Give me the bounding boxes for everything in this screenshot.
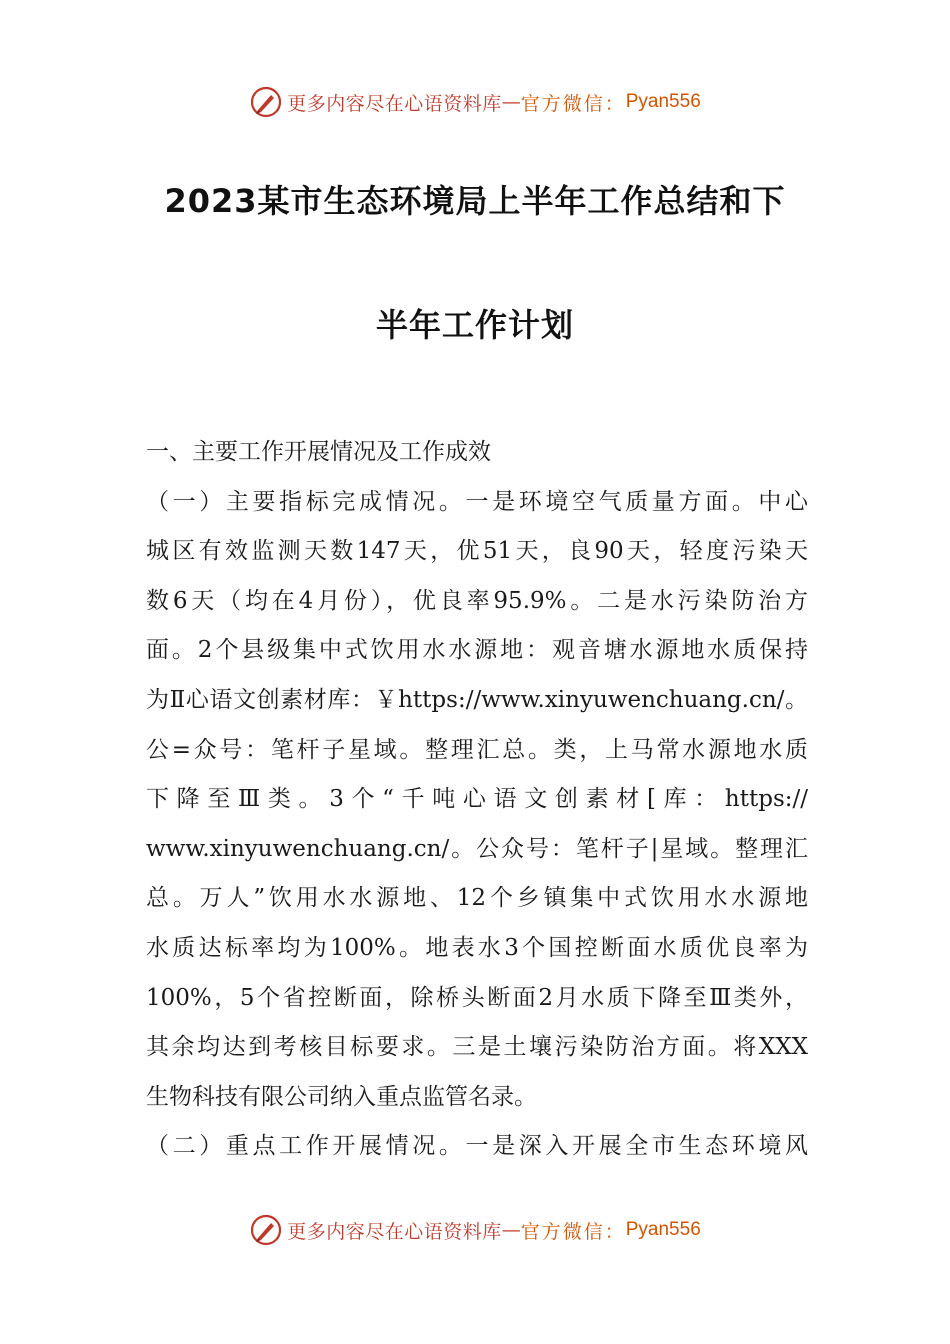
banner-main-text: 更多内容尽在心语资料库 (287, 92, 502, 115)
body-line: 数6天（均在4月份），优良率95.9%。二是水污染防治方 (146, 587, 808, 614)
body-line: 100%，5个省控断面，除桥头断面2月水质下降至Ⅲ类外， (146, 984, 808, 1011)
body-line: 公=众号：笔杆子星域。整理汇总。类，上马常水源地水质 (146, 736, 808, 763)
banner-main-text: 更多内容尽在心语资料库 (287, 1220, 502, 1243)
banner-wechat-id: Pyan556 (625, 1219, 701, 1240)
body-line: 水质达标率均为100%。地表水3个国控断面水质优良率为 (146, 934, 808, 961)
section-heading: 一、主要工作开展情况及工作成效 (146, 439, 491, 465)
document-body (146, 428, 808, 1172)
document-title-line-2: 半年工作计划 (375, 306, 574, 344)
body-line: （一）主要指标完成情况。一是环境空气质量方面。中心 (146, 488, 808, 515)
body-line: 为Ⅱ心语文创素材库：￥https://www.xinyuwenchuang.cn/。 (146, 686, 808, 713)
body-line: 其余均达到考核目标要求。三是土壤污染防治方面。将XXX (146, 1034, 808, 1061)
banner-wechat-label: 官方微信： (520, 92, 626, 115)
document-title-line-1: 2023某市生态环境局上半年工作总结和下 (164, 182, 786, 220)
body-line: 生物科技有限公司纳入重点监管名录。 (146, 1083, 537, 1110)
banner-dash: — (501, 1219, 521, 1241)
body-line: 城区有效监测天数147天，优51天，良90天，轻度污染天 (146, 538, 808, 565)
body-line: www.xinyuwenchuang.cn/。公众号：笔杆子|星域。整理汇 (146, 835, 808, 862)
body-line: 下降至Ⅲ类。3个“千吨心语文创素材[库：https:// (146, 786, 808, 813)
header-watermark-banner (0, 80, 950, 124)
body-line: （二）重点工作开展情况。一是深入开展全市生态环境风 (146, 1133, 808, 1160)
banner-wechat-id: Pyan556 (625, 91, 701, 112)
banner-dash: — (501, 91, 521, 113)
pen-circle-logo-icon (249, 1213, 283, 1247)
body-line: 总。万人”饮用水水源地、12个乡镇集中式饮用水水源地 (146, 885, 808, 912)
banner-wechat-label: 官方微信： (520, 1220, 626, 1243)
footer-watermark-banner (0, 1208, 950, 1252)
body-line: 面。2个县级集中式饮用水水源地：观音塘水源地水质保持 (146, 637, 808, 664)
pen-circle-logo-icon (249, 85, 283, 119)
